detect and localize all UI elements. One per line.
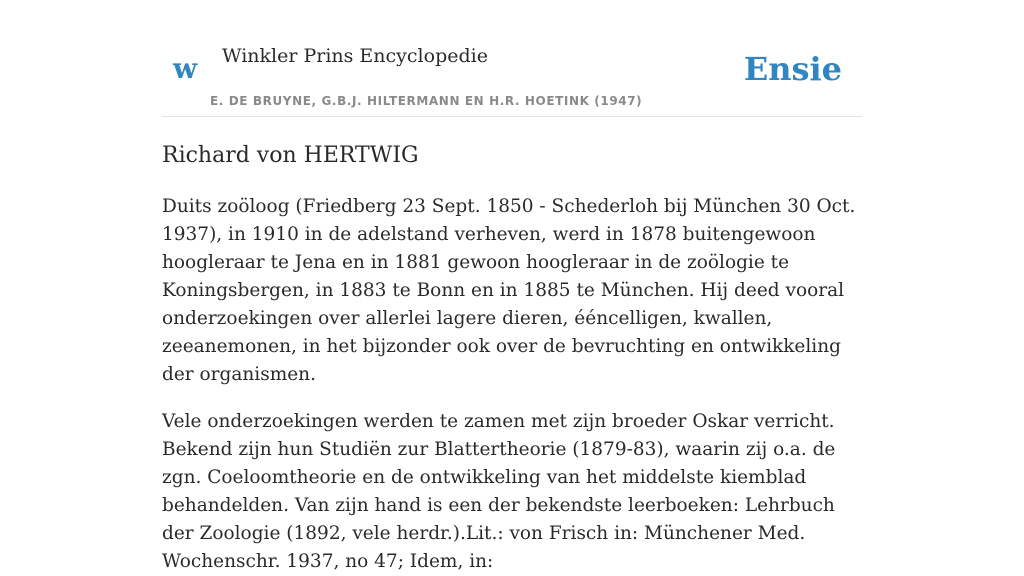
ensie-logo[interactable]: Ensie — [743, 50, 842, 88]
source-logo[interactable]: w — [173, 52, 198, 85]
article-paragraph: Duits zoöloog (Friedberg 23 Sept. 1850 - Schederloh bij München 30 Oct. 1937), in 1910 in de adelstand verheven, werd in 1878 buitengewoon hoogleraar te Jena en in 1881 gewoon hoogleraar in de zoölogie te Koningsbergen, in 1883 te Bonn en in 1885 te München. Hij deed vooral onderzoekingen over allerlei lagere dieren, ééncelligen, kwallen, zeeanemonen, in het bijzonder ook over de bevruchting en ontwikkeling der organismen. — [162, 196, 856, 385]
source-title[interactable]: Winkler Prins Encyclopedie — [222, 45, 488, 67]
article-title: Richard von HERTWIG — [162, 143, 419, 168]
source-header — [162, 0, 862, 117]
page-container — [162, 0, 862, 576]
source-authors: E. DE BRUYNE, G.B.J. HILTERMANN EN H.R. HOETINK (1947) — [210, 94, 643, 108]
article-paragraph: Vele onderzoekingen werden te zamen met zijn broeder Oskar verricht. Bekend zijn hun Studiën zur Blattertheorie (1879-83), waarin zij o.a. de zgn. Coeloomtheorie en de ontwikkeling van het middelste kiemblad behandelden. Van zijn hand is een der bekendste leerboeken: Lehrbuch der Zoologie (1892, vele herdr.).Lit.: von Frisch in: Münchener Med. Wochenschr. 1937, no 47; Idem, in: — [162, 411, 836, 572]
